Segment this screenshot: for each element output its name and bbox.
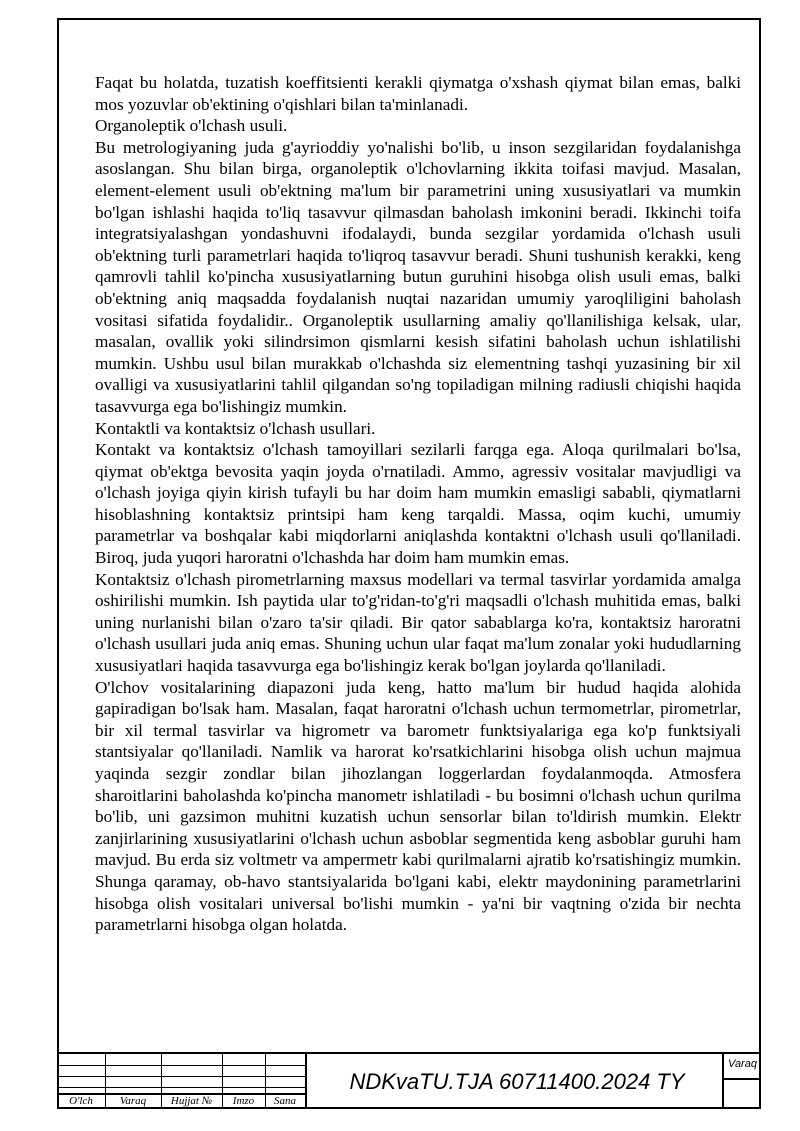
column-label-olch: O'lch [69, 1095, 93, 1107]
paragraph: Kontaktsiz o'lchash pirometrlarning maxsus modellari va termal tasvirlar yordamida amalga oshirilishi mumkin. Ish paytida ular to'g'ridan-to'g'ri maqsadli o'lchash muhitida emas, balki uning nurlanishi bilan o'zaro ta'sir qiladi. Bir qator sabablarga ko'ra, kontaktsiz haroratni o'lchash usullari juda aniq emas. Shuning uchun ular faqat ma'lum zonalar yoki hududlarning xususiyatlari haqida tasavvurga ega bo'lishingiz kerak bo'lgan joylarda qo'llaniladi. [95, 569, 741, 676]
title-block [57, 1052, 761, 1109]
paragraph: Kontakt va kontaktsiz o'lchash tamoyillari sezilarli farqga ega. Aloqa qurilmalari bo'lsa, qiymat ob'ektga bevosita yaqin joyda o'rnatiladi. Ammo, agressiv vositalar mavjudligi va o'lchash joyiga qiyin kirish tufayli bu har doim ham mumkin emasligi sababli, qiymatlarni hisoblashning kontaktsiz printsipi ham keng tarqaldi. Massa, oqim kuchi, umumiy parametrlar va boshqalar kabi miqdorlarni aniqlashda kontaktni o'lchash usuli qo'llaniladi. Biroq, juda yuqori haroratni o'lchashda har doim ham mumkin emas. [95, 440, 741, 568]
section-heading: Organoleptik o'lchash usuli. [95, 116, 288, 136]
signature-grid [57, 1054, 305, 1109]
column-label-sana: Sana [274, 1095, 296, 1107]
column-label-hujjat: Hujjat № [170, 1095, 213, 1107]
document-code: NDKvaTU.TJA 60711400.2024 TY [349, 1069, 685, 1094]
paragraph: O'lchov vositalarining diapazoni juda keng, hatto ma'lum bir hudud haqida alohida gapiradigan bo'lsak ham. Masalan, faqat haroratni o'lchash uchun termometrlar, pirometrlar, bir xil termal tasvirlar va higrometr va barometr funktsiyalariga ega ko'p funktsiyali stantsiyalar qo'llaniladi. Namlik va harorat ko'rsatkichlarini hisobga olish uchun majmua yaqinda sezgir zondlar bilan jihozlangan loggerlardan foydalanmoqda. Atmosfera sharoitlarini baholashda ko'pincha manometr ishlatiladi - bu bosimni o'lchash uchun qurilma bo'lib, uni gazsimon muhitni kuzatish uchun sensorlar bilan to'ldirish mumkin. Elektr zanjirlarining xususiyatlarini o'lchash uchun asboblar segmentida keng asboblar guruhi ham mavjud. Bu erda siz voltmetr va ampermetr kabi qurilmalarni ajratib ko'rsatishingiz mumkin. Shunga qaramay, ob-havo stantsiyalarida bo'lgani kabi, elektr maydonining parametrlarini hisobga olish vositalari universal bo'lishi mumkin - ya'ni bir vaqtning o'zida bir nechta parametrlarni hisobga olgan holatda. [95, 677, 741, 935]
sheet-label: Varaq [728, 1058, 757, 1070]
paragraph: Faqat bu holatda, tuzatish koeffitsienti kerakli qiymatga o'xshash qiymat bilan emas, balki mos yozuvlar ob'ektining o'qishlari bilan ta'minlanadi. [95, 73, 741, 114]
section-heading: Kontaktli va kontaktsiz o'lchash usullari. [95, 418, 376, 438]
column-label-imzo: Imzo [232, 1095, 255, 1107]
column-label-varaq: Varaq [119, 1095, 147, 1107]
document-body [95, 72, 741, 936]
paragraph: Bu metrologiyaning juda g'ayrioddiy yo'nalishi bo'lib, u inson sezgilaridan foydalanishga asoslangan. Shu bilan birga, organoleptik o'lchovlarning ikkita toifasi mavjud. Masalan, element-element usuli ob'ektning ma'lum bir parametrini uning xususiyatlari va mumkin bo'lgan ishlashi haqida to'liq tasavvur qilmasdan baholash imkonini beradi. Ikkinchi toifa integratsiyalashgan yondashuvni ifodalaydi, bunda sezgilar yordamida o'lchash usuli ob'ektning turli parametrlari haqida to'liqroq tasavvur beradi. Shuni tushunish kerakki, keng qamrovli tahlil ko'pincha xususiyatlarning butun guruhini hisobga olish usuli emas, balki ob'ektning aniq maqsadda foydalanish nuqtai nazaridan umumiy yaroqliligini baholash vositasi sifatida foydalidir.. Organoleptik usullarning amaliy qo'llanilishiga kelsak, ular, masalan, ovallik yoki silindrsimon qismlarni kesish sifatini baholash uchun ishlatilishi mumkin. Ushbu usul bilan murakkab o'lchashda siz elementning tashqi yuzasining bir xil ovalligi va xususiyatlarini tahlil qilgandan so'ng topiladigan milning radiusli chiqishi haqida tasavvurga ega bo'lishingiz mumkin. [95, 137, 741, 416]
